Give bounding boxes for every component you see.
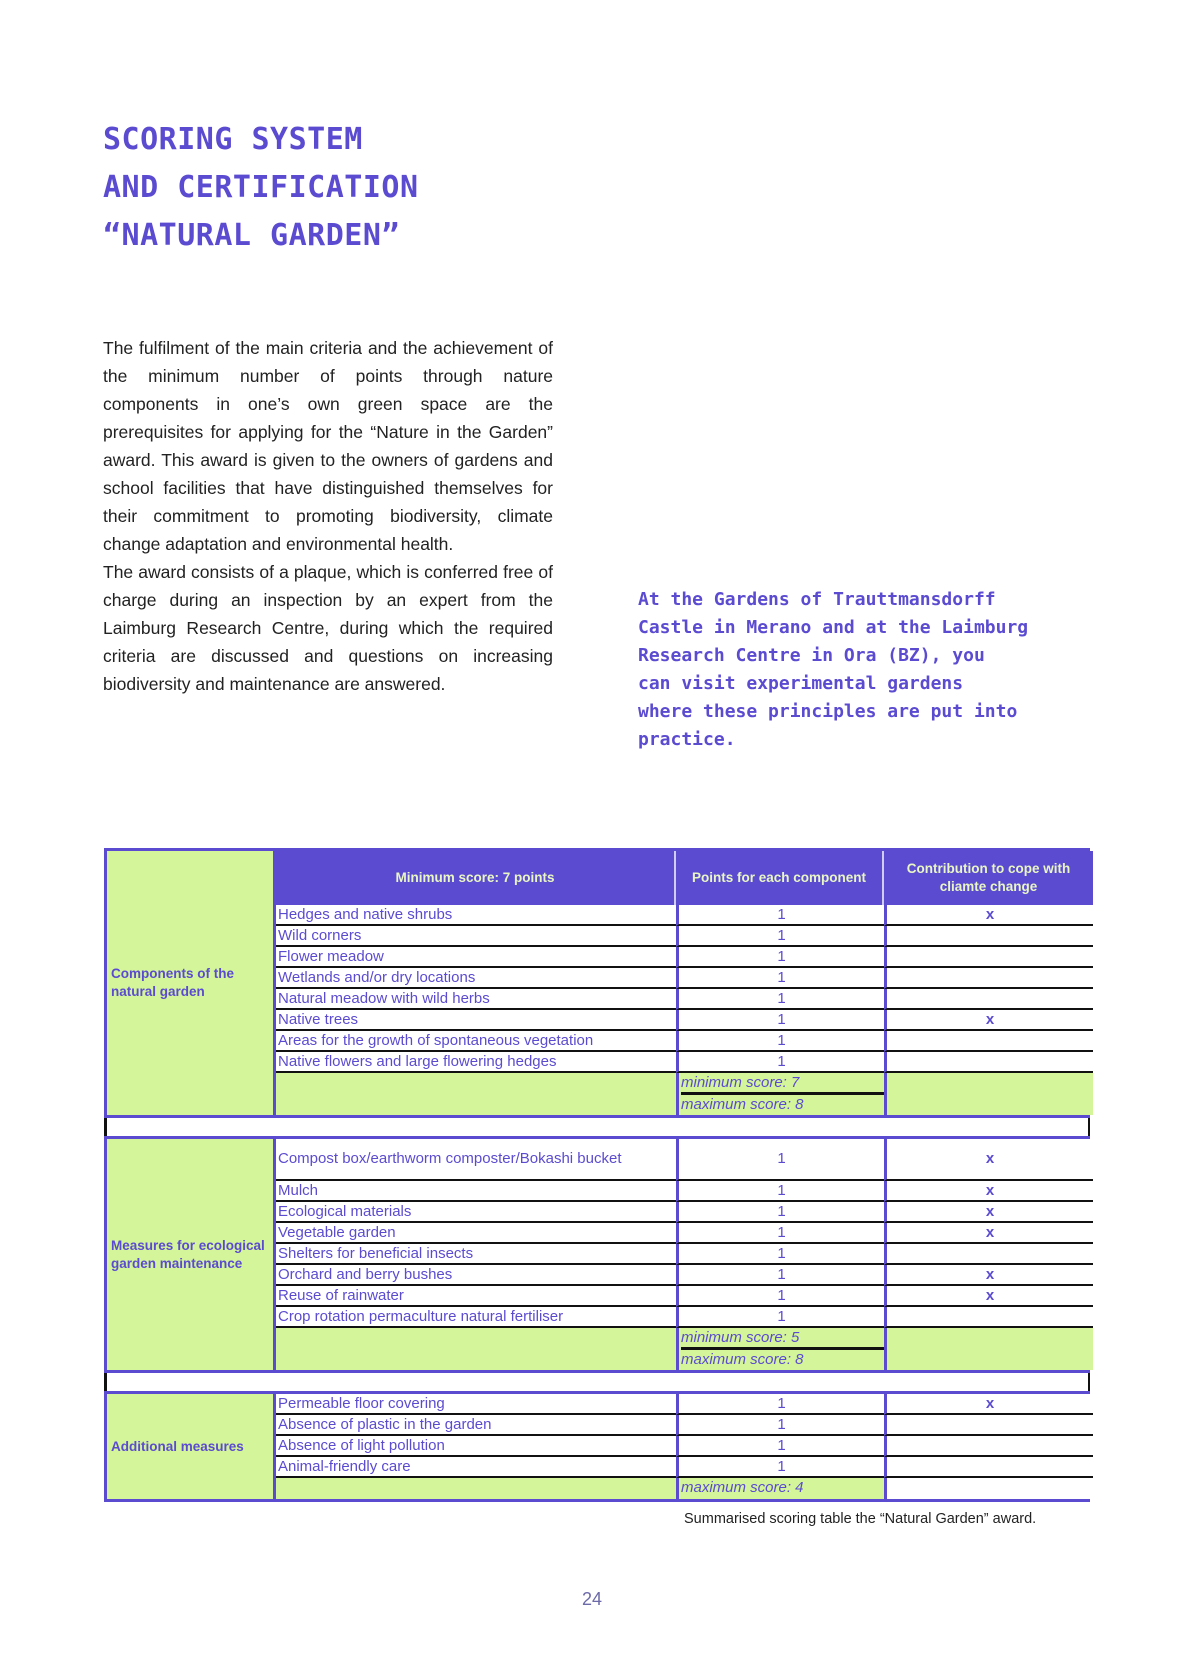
row-item: Crop rotation permaculture natural fertiliser bbox=[276, 1307, 676, 1328]
row-item: Orchard and berry bushes bbox=[276, 1265, 676, 1286]
row-points: 1 bbox=[676, 947, 884, 968]
row-item: Native flowers and large flowering hedges bbox=[276, 1052, 676, 1073]
row-climate bbox=[884, 989, 1093, 1010]
row-climate: x bbox=[884, 1139, 1093, 1181]
row-climate: x bbox=[884, 1223, 1093, 1244]
row-points: 1 bbox=[676, 968, 884, 989]
row-points: 1 bbox=[676, 1244, 884, 1265]
row-item: Ecological materials bbox=[276, 1202, 676, 1223]
table-section-additional bbox=[104, 1391, 1090, 1502]
row-item: Compost box/earthworm composter/Bokashi bucket bbox=[276, 1139, 676, 1181]
row-points: 1 bbox=[676, 926, 884, 947]
category-label: Components of the natural garden bbox=[107, 851, 276, 1115]
section-footer-blank bbox=[276, 1328, 676, 1370]
row-climate bbox=[884, 968, 1093, 989]
row-points: 1 bbox=[676, 1286, 884, 1307]
row-climate bbox=[884, 1052, 1093, 1073]
header-points: Points for each component bbox=[676, 851, 884, 905]
row-points: 1 bbox=[676, 905, 884, 926]
row-item: Absence of plastic in the garden bbox=[276, 1415, 676, 1436]
max-score: maximum score: 8 bbox=[681, 1351, 804, 1368]
row-item: Mulch bbox=[276, 1181, 676, 1202]
row-climate bbox=[884, 1307, 1093, 1328]
table-section-maintenance bbox=[104, 1136, 1090, 1373]
max-score: maximum score: 4 bbox=[681, 1479, 804, 1496]
row-points: 1 bbox=[676, 1265, 884, 1286]
row-climate: x bbox=[884, 1394, 1093, 1415]
row-climate bbox=[884, 1244, 1093, 1265]
row-climate: x bbox=[884, 1265, 1093, 1286]
row-points: 1 bbox=[676, 1181, 884, 1202]
section-score-range bbox=[676, 1073, 884, 1115]
row-item: Areas for the growth of spontaneous vegetation bbox=[276, 1031, 676, 1052]
body-text bbox=[103, 334, 553, 698]
row-climate bbox=[884, 1457, 1093, 1478]
callout-text bbox=[638, 586, 1088, 754]
row-item: Vegetable garden bbox=[276, 1223, 676, 1244]
section-divider bbox=[104, 1118, 1090, 1136]
section-footer-climate bbox=[884, 1073, 1093, 1115]
row-item: Hedges and native shrubs bbox=[276, 905, 676, 926]
category-label: Measures for ecological garden maintenance bbox=[107, 1139, 276, 1370]
title-line: AND CERTIFICATION bbox=[103, 170, 419, 205]
row-points: 1 bbox=[676, 1031, 884, 1052]
table-section-components bbox=[104, 848, 1090, 1118]
callout-line: where these principles are put into bbox=[638, 701, 1018, 722]
min-score: minimum score: 7 bbox=[681, 1073, 884, 1095]
row-climate bbox=[884, 1031, 1093, 1052]
body-paragraph: The fulfilment of the main criteria and the achievement of the minimum number of points through nature components in one’s own green space are the prerequisites for applying for the “Nature in the Garden” award. This award is given to the owners of gardens and school facilities that have distinguished themselves for their commitment to promoting biodiversity, climate change adaptation and environmental health. bbox=[103, 338, 553, 554]
row-points: 1 bbox=[676, 1394, 884, 1415]
row-item: Shelters for beneficial insects bbox=[276, 1244, 676, 1265]
section-divider bbox=[104, 1373, 1090, 1391]
row-points: 1 bbox=[676, 1223, 884, 1244]
header-climate: Contribution to cope with cliamte change bbox=[884, 851, 1093, 905]
row-points: 1 bbox=[676, 1139, 884, 1181]
row-points: 1 bbox=[676, 1436, 884, 1457]
callout-line: can visit experimental gardens bbox=[638, 673, 964, 694]
page-number: 24 bbox=[582, 1589, 603, 1609]
row-points: 1 bbox=[676, 1457, 884, 1478]
row-item: Flower meadow bbox=[276, 947, 676, 968]
row-item: Animal-friendly care bbox=[276, 1457, 676, 1478]
row-climate: x bbox=[884, 1010, 1093, 1031]
category-label: Additional measures bbox=[107, 1394, 276, 1499]
table-caption: Summarised scoring table the “Natural Garden” award. bbox=[684, 1511, 1037, 1527]
section-footer-blank bbox=[276, 1478, 676, 1499]
row-points: 1 bbox=[676, 1415, 884, 1436]
section-footer-climate bbox=[884, 1328, 1093, 1370]
section-footer-climate bbox=[884, 1478, 1093, 1499]
row-points: 1 bbox=[676, 1010, 884, 1031]
callout-line: At the Gardens of Trauttmansdorff bbox=[638, 589, 996, 610]
row-item: Wild corners bbox=[276, 926, 676, 947]
max-score: maximum score: 8 bbox=[681, 1096, 804, 1113]
callout-line: Castle in Merano and at the Laimburg bbox=[638, 617, 1029, 638]
row-points: 1 bbox=[676, 989, 884, 1010]
section-score-range bbox=[676, 1478, 884, 1499]
row-item: Wetlands and/or dry locations bbox=[276, 968, 676, 989]
section-score-range bbox=[676, 1328, 884, 1370]
row-item: Permeable floor covering bbox=[276, 1394, 676, 1415]
title-line: SCORING SYSTEM bbox=[103, 122, 363, 157]
row-points: 1 bbox=[676, 1052, 884, 1073]
row-item: Reuse of rainwater bbox=[276, 1286, 676, 1307]
row-points: 1 bbox=[676, 1202, 884, 1223]
callout-line: Research Centre in Ora (BZ), you bbox=[638, 645, 985, 666]
callout-line: practice. bbox=[638, 729, 736, 750]
row-item: Native trees bbox=[276, 1010, 676, 1031]
row-climate: x bbox=[884, 1181, 1093, 1202]
page-title bbox=[103, 116, 419, 260]
header-component: Minimum score: 7 points bbox=[276, 851, 676, 905]
row-climate bbox=[884, 1415, 1093, 1436]
scoring-table bbox=[104, 848, 1090, 1502]
row-climate bbox=[884, 926, 1093, 947]
row-item: Natural meadow with wild herbs bbox=[276, 989, 676, 1010]
row-climate: x bbox=[884, 905, 1093, 926]
row-climate: x bbox=[884, 1286, 1093, 1307]
section-footer-blank bbox=[276, 1073, 676, 1115]
row-item: Absence of light pollution bbox=[276, 1436, 676, 1457]
row-points: 1 bbox=[676, 1307, 884, 1328]
row-climate bbox=[884, 947, 1093, 968]
body-paragraph: The award consists of a plaque, which is conferred free of charge during an inspection by an expert from the Laimburg Research Centre, during which the required criteria are discussed and questions on increasing biodiversity and maintenance are answered. bbox=[103, 562, 553, 694]
row-climate: x bbox=[884, 1202, 1093, 1223]
row-climate bbox=[884, 1436, 1093, 1457]
min-score: minimum score: 5 bbox=[681, 1328, 884, 1350]
title-line: “NATURAL GARDEN” bbox=[103, 218, 400, 253]
